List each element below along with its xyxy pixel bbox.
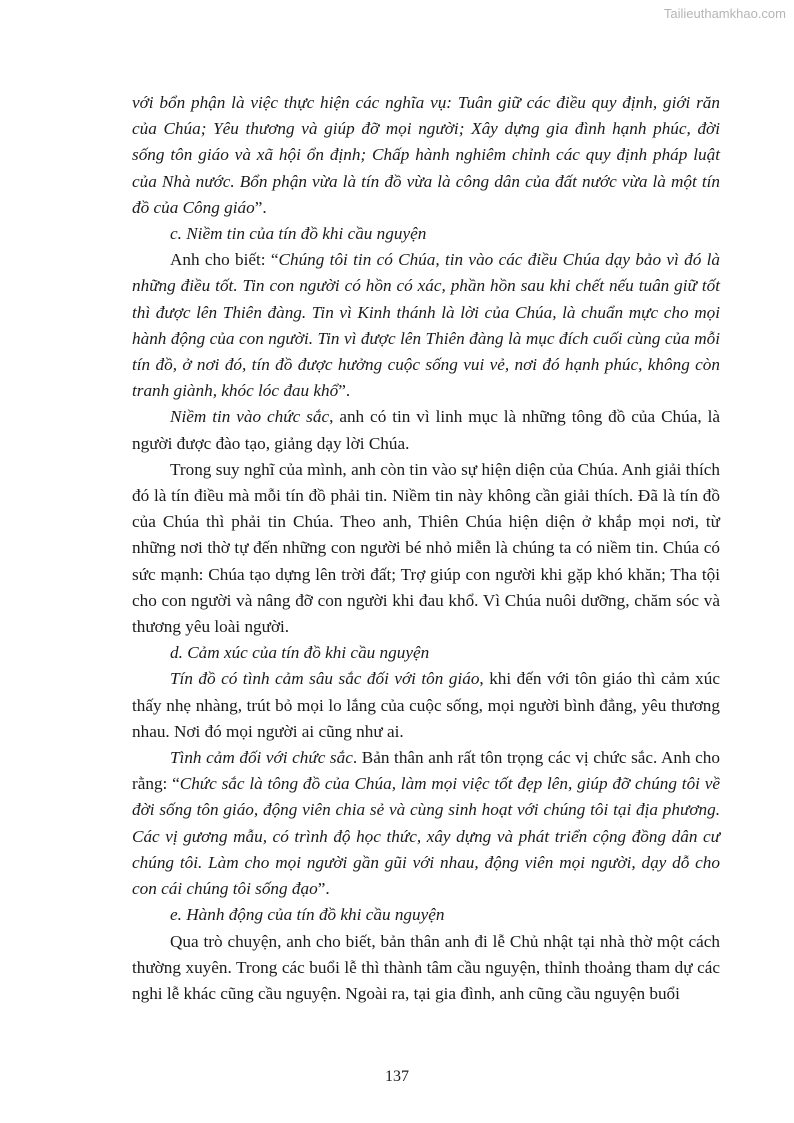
emotion-term: Tín đồ có tình cảm sâu sắc đối với tôn giáo: [170, 669, 480, 689]
paragraph-belief-quote: [132, 247, 720, 404]
paragraph-emotion: [132, 666, 720, 745]
paragraph-duties: [132, 90, 720, 221]
page-number: 137: [385, 1068, 409, 1085]
clergy-quote-text: Chức sắc là tông đồ của Chúa, làm mọi việc tốt đẹp lên, giúp đỡ chúng tôi về đời sống tôn giáo, động viên chia sẻ và cùng sinh hoạt với chúng tôi tại địa phương. Các vị gương mẫu, có trình độ học thức, xây dựng và phát triển cộng đồng dân cư chúng tôi. Làm cho mọi người gần gũi với nhau, động viên mọi người, dạy dỗ cho con cái chúng tôi sống đạo: [132, 774, 720, 899]
paragraph-clergy-belief: [132, 404, 720, 456]
emotion-rest: , khi đến với tôn giáo thì cảm xúc thấy nhẹ nhàng, trút bỏ mọi lo lắng của cuộc sống, mọi người bình đẳng, yêu thương nhau. Nơi đó mọi người ai cũng như ai.: [132, 669, 720, 741]
heading-c: c. Niềm tin của tín đồ khi cầu nguyện: [170, 224, 427, 244]
clergy-feeling-mid: . Bản thân anh rất tôn trọng các vị chức sắc. Anh cho rằng: “: [132, 748, 720, 794]
paragraph-actions: Qua trò chuyện, anh cho biết, bản thân anh đi lễ Chủ nhật tại nhà thờ một cách thường xuyên. Trong các buổi lễ thì thành tâm cầu nguyện, thỉnh thoảng tham dự các nghi lễ khác cũng cầu nguyện. Ngoài ra, tại gia đình, anh cũng cầu nguyện buổi: [132, 931, 720, 1003]
duties-end-quote: ”.: [254, 197, 267, 217]
duties-italic-text: với bổn phận là việc thực hiện các nghĩa vụ: Tuân giữ các điều quy định, giới răn của Chúa; Yêu thương và giúp đỡ mọi người; Xây dựng gia đình hạnh phúc, đời sống tôn giáo và xã hội ổn định; Chấp hành nghiêm chỉnh các quy định pháp luật của Nhà nước. Bổn phận vừa là tín đồ vừa là công dân của đất nước vừa là một tín đồ của Công giáo: [132, 93, 720, 217]
clergy-belief-term: Niềm tin vào chức sắc: [170, 407, 330, 427]
paragraph-presence: Trong suy nghĩ của mình, anh còn tin vào sự hiện diện của Chúa. Anh giải thích đó là tín điều mà mỗi tín đồ phải tin. Niềm tin này không cần giải thích. Đã là tín đồ của Chúa thì phải tin Chúa. Theo anh, Thiên Chúa hiện diện ở khắp mọi nơi, từ những nơi thờ tự đến những con người bé nhỏ miễn là chúng ta có niềm tin. Chúa có sức mạnh: Chúa tạo dựng lên trời đất; Trợ giúp con người khi gặp khó khăn; Tha tội cho con người và nâng đỡ con người khi đau khổ. Vì Chúa nuôi dưỡng, chăm sóc và thương yêu loài người.: [132, 459, 720, 637]
page-body: [132, 90, 720, 1007]
heading-e: e. Hành động của tín đồ khi cầu nguyện: [170, 905, 445, 925]
belief-lead: Anh cho biết: “: [170, 250, 279, 270]
heading-d: d. Cảm xúc của tín đồ khi cầu nguyện: [170, 643, 430, 663]
belief-end-quote: ”.: [338, 381, 351, 401]
watermark: Tailieuthamkhao.com: [663, 6, 786, 21]
paragraph-clergy-feeling: [132, 745, 720, 902]
belief-quote-text: Chúng tôi tin có Chúa, tin vào các điều Chúa dạy bảo vì đó là những điều tốt. Tin con người có hồn có xác, phần hồn sau khi chết nếu tuân giữ tốt thì được lên Thiên đàng. Tin vì Kinh thánh là lời của Chúa, là chuẩn mực cho mọi hành động của con người. Tin vì được lên Thiên đàng là mục đích cuối cùng của mỗi tín đồ, ở nơi đó, tín đồ được hưởng cuộc sống vui vẻ, nơi đó hạnh phúc, không còn tranh giành, khóc lóc đau khổ: [132, 250, 720, 401]
clergy-feeling-term: Tình cảm đối với chức sắc: [170, 748, 353, 768]
clergy-belief-rest: , anh có tin vì linh mục là những tông đồ của Chúa, là người được đào tạo, giảng dạy lời Chúa.: [132, 407, 720, 453]
clergy-end-quote: ”.: [317, 879, 330, 899]
